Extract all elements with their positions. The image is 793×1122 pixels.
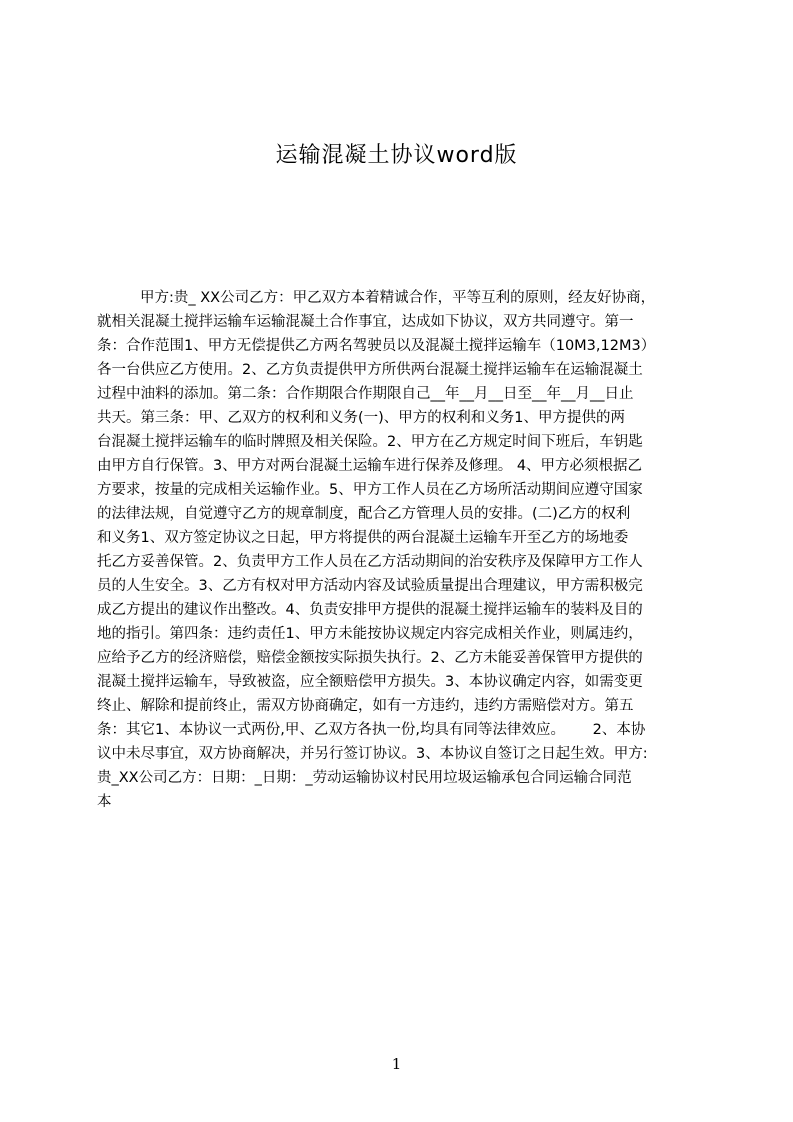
- text-line: 由甲方自行保管。3、甲方对两台混凝土运输车进行保养及修理。 4、甲方必须根据乙: [97, 458, 643, 474]
- text-line: 托乙方妥善保管。2、负责甲方工作人员在乙方活动期间的治安秩序及保障甲方工作人: [97, 554, 643, 570]
- text-line: 共天。第三条：甲、乙双方的权利和义务(一)、甲方的权利和义务1、甲方提供的两: [97, 410, 626, 426]
- text-line: 条：其它1、本协议一式两份,甲、乙双方各执一份,均具有同等法律效应。 2、本协: [97, 722, 646, 738]
- document-title: 运输混凝土协议word版: [275, 143, 518, 168]
- text-line: 和义务1、双方签定协议之日起，甲方将提供的两台混凝土运输车开至乙方的场地委: [97, 530, 629, 546]
- text-line: 条：合作范围1、甲方无偿提供乙方两名驾驶员以及混凝土搅拌运输车（10M3,12M3）: [97, 338, 656, 354]
- text-line: 地的指引。第四条：违约责任1、甲方未能按协议规定内容完成相关作业，则属违约，: [97, 626, 643, 642]
- text-line: 议中未尽事宜，双方协商解决，并另行签订协议。3、本协议自签订之日起生效。甲方:: [97, 746, 648, 762]
- text-line: 贵_XX公司乙方：日期：_日期：_劳动运输协议村民用垃圾运输承包合同运输合同范: [97, 770, 632, 786]
- text-line: 台混凝土搅拌运输车的临时牌照及相关保险。2、甲方在乙方规定时间下班后，车钥匙: [97, 434, 643, 450]
- text-line: 应给予乙方的经济赔偿，赔偿金额按实际损失执行。2、乙方未能妥善保管甲方提供的: [97, 650, 643, 666]
- body-paragraph: [97, 286, 700, 876]
- text-line: 本: [97, 794, 112, 810]
- text-line: 各一台供应乙方使用。2、乙方负责提供甲方所供两台混凝土搅拌运输车在运输混凝土: [97, 362, 643, 378]
- text-line: 的法律法规，自觉遵守乙方的规章制度，配合乙方管理人员的安排。(二)乙方的权利: [97, 506, 631, 522]
- text-line: 就相关混凝土搅拌运输车运输混凝土合作事宜，达成如下协议，双方共同遵守。第一: [97, 314, 634, 330]
- text-line: 过程中油料的添加。第二条：合作期限合作期限自己__年__月__日至__年__月__日止: [97, 386, 634, 402]
- page-number: 1: [391, 1055, 402, 1073]
- text-line: 方要求，按量的完成相关运输作业。5、甲方工作人员在乙方场所活动期间应遵守国家: [97, 482, 643, 498]
- text-line: 终止、解除和提前终止，需双方协商确定，如有一方违约，违约方需赔偿对方。第五: [97, 698, 634, 714]
- text-line: 员的人生安全。3、乙方有权对甲方活动内容及试验质量提出合理建议，甲方需积极完: [97, 578, 643, 594]
- text-line: 成乙方提出的建议作出整改。4、负责安排甲方提供的混凝土搅拌运输车的装料及目的: [97, 602, 643, 618]
- text-line: 混凝土搅拌运输车，导致被盗，应全额赔偿甲方损失。3、本协议确定内容，如需变更: [97, 674, 643, 690]
- text-line: 甲方:贵_ XX公司乙方：甲乙双方本着精诚合作，平等互利的原则，经友好协商，: [140, 290, 656, 306]
